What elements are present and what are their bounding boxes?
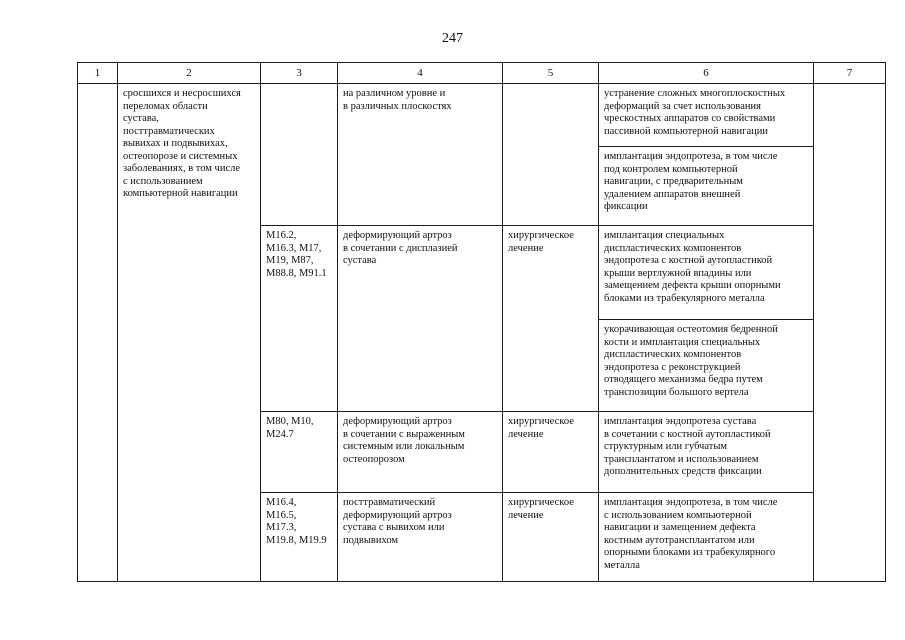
medical-care-table [77,62,886,582]
codes-cell: M16.2, M16.3, M17, M19, M87, M88.8, M91.1 [261,226,338,412]
col1-cell [78,84,118,582]
method-cell: имплантация эндопротеза, в том числе под контролем компьютерной навигации, с предварительным удалением аппаратов внешней фиксации [599,147,814,226]
disease-cell: на различном уровне и в различных плоскостях [338,84,503,226]
page-number: 247 [442,31,463,46]
treatment-cell: хирургическое лечение [503,226,599,412]
condition-description-cell: сросшихся и несросшихся переломах области сустава, посттравматических вывихах и подвывихах, остеопорозе и системных заболеваниях, в том числе с использованием компьютерной навигации [118,84,261,582]
method-cell: устранение сложных многоплоскостных деформаций за счет использования чрескостных аппаратов со свойствами пассивной компьютерной навигации [599,84,814,147]
col7-cell [814,84,886,582]
header-col-6: 6 [599,63,814,84]
method-cell: имплантация специальных диспластических компонентов эндопротеза с костной аутопластикой крыши вертлужной впадины или замещением дефекта крыши опорными блоками из трабекулярного металла [599,226,814,320]
header-col-3: 3 [261,63,338,84]
codes-cell: M80, M10, M24.7 [261,412,338,493]
codes-cell: M16.4, M16.5, M17.3, M19.8, M19.9 [261,493,338,582]
header-col-2: 2 [118,63,261,84]
table-row [78,84,886,147]
header-col-4: 4 [338,63,503,84]
disease-cell: деформирующий артроз в сочетании с выраженным системным или локальным остеопорозом [338,412,503,493]
header-col-5: 5 [503,63,599,84]
treatment-cell: хирургическое лечение [503,493,599,582]
disease-cell: посттравматический деформирующий артроз сустава с вывихом или подвывихом [338,493,503,582]
header-col-7: 7 [814,63,886,84]
codes-cell-empty [261,84,338,226]
treatment-cell-empty [503,84,599,226]
method-cell: имплантация эндопротеза, в том числе с использованием компьютерной навигации и замещением дефекта костным аутотрансплантатом или опорными блоками из трабекулярного металла [599,493,814,582]
disease-cell: деформирующий артроз в сочетании с дисплазией сустава [338,226,503,412]
header-row [78,63,886,84]
method-cell: имплантация эндопротеза сустава в сочетании с костной аутопластикой структурным или губчатым трансплантатом и использованием дополнительных средств фиксации [599,412,814,493]
method-cell: укорачивающая остеотомия бедренной кости и имплантация специальных диспластических компонентов эндопротеза с реконструкцией отводящего механизма бедра путем транспозиции большого вертела [599,320,814,412]
header-col-1: 1 [78,63,118,84]
treatment-cell: хирургическое лечение [503,412,599,493]
